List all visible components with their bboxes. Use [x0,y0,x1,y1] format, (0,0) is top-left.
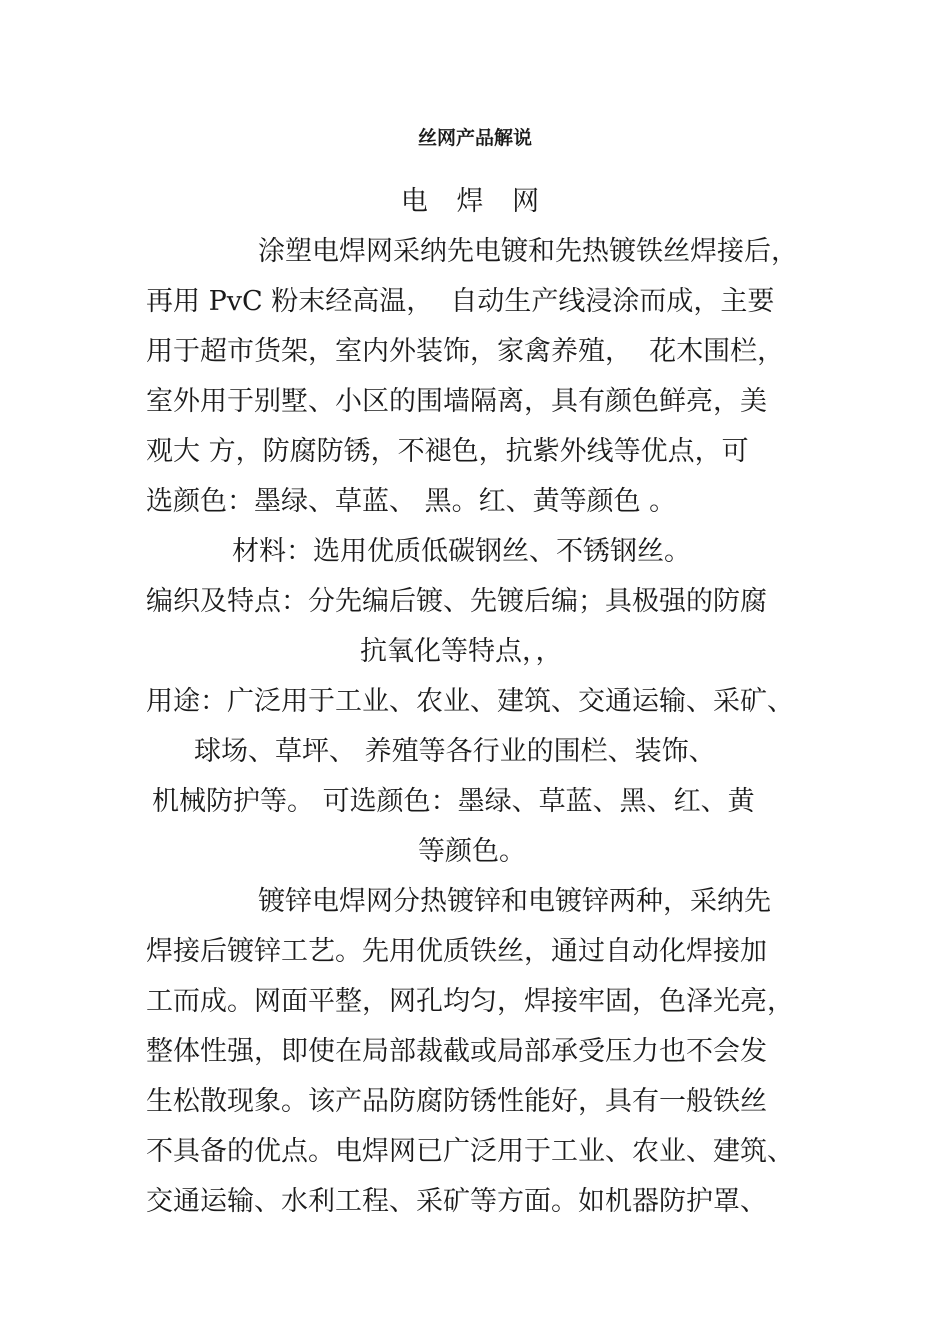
paragraph-line: 生松散现象。该产品防腐防锈性能好，具有一般铁丝 [146,1086,767,1117]
paragraph-line: 用途：广泛用于工业、农业、建筑、交通运输、采矿、 [146,686,794,717]
section-heading: 电 焊 网 [400,186,550,217]
paragraph-line: 抗氧化等特点，， [360,636,563,667]
paragraph-line: 机械防护等。 可选颜色：墨绿、草蓝、黑、红、黄 [152,786,755,817]
paragraph-line: 涂塑电焊网采纳先电镀和先热镀铁丝焊接后， [258,236,798,267]
paragraph-line: 不具备的优点。电焊网已广泛用于工业、农业、建筑、 [146,1136,794,1167]
paragraph-line: 交通运输、水利工程、采矿等方面。如机器防护罩、 [146,1186,767,1217]
paragraph-line: 焊接后镀锌工艺。先用优质铁丝，通过自动化焊接加 [146,936,767,967]
paragraph-line: 选颜色：墨绿、草蓝、 黑。红、黄等颜色 。 [146,486,677,517]
paragraph-line: 观大 方，防腐防锈，不褪色，抗紫外线等优点，可 [146,436,749,467]
paragraph-line: 室外用于别墅、小区的围墙隔离，具有颜色鲜亮，美 [146,386,767,417]
paragraph-line: 镀锌电焊网分热镀锌和电镀锌两种，采纳先 [258,886,771,917]
paragraph-line: 用于超市货架，室内外装饰，家禽养殖， 花木围栏， [146,336,785,367]
paragraph-line: 整体性强，即使在局部裁截或局部承受压力也不会发 [146,1036,767,1067]
paragraph-line: 再用 PvC 粉末经高温， 自动生产线浸涂而成，主要 [146,286,775,317]
paragraph-line: 材料：选用优质低碳钢丝、不锈钢丝。 [232,536,691,567]
paragraph-line: 球场、草坪、 养殖等各行业的围栏、装饰、 [194,736,716,767]
document-title: 丝网产品解说 [417,127,532,149]
paragraph-line: 工而成。网面平整，网孔均匀，焊接牢固，色泽光亮， [146,986,794,1017]
paragraph-line: 编织及特点：分先编后镀、先镀后编；具极强的防腐 [146,586,767,617]
paragraph-line: 等颜色。 [418,836,526,867]
